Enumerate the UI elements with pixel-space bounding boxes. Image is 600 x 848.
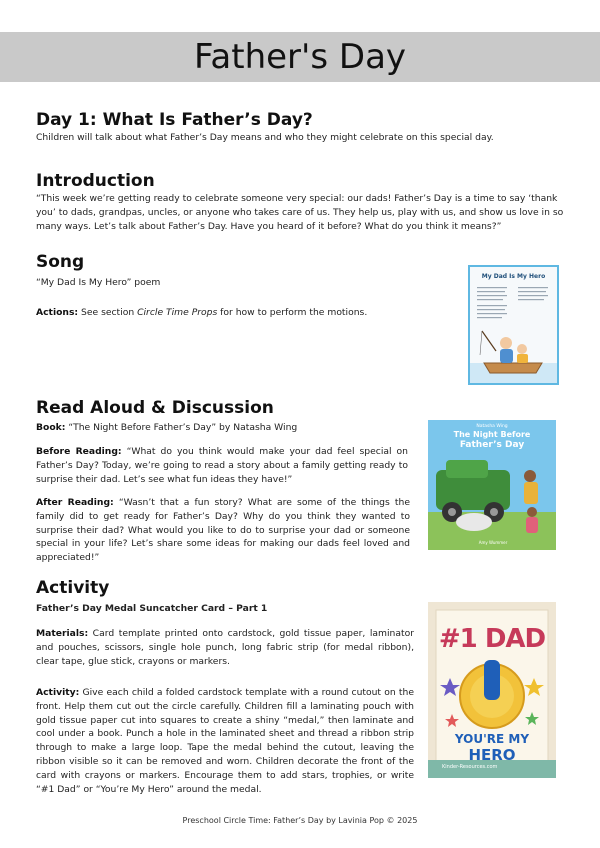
before-reading <box>36 445 408 486</box>
song-heading: Song <box>36 252 85 272</box>
song-poem-title: “My Dad Is My Hero” poem <box>36 277 161 288</box>
cover-illustrator: Amy Wummer <box>478 540 508 545</box>
book-label: Book: <box>36 422 66 433</box>
activity-text: Give each child a folded cardstock template with a round cutout on the front. Help them cut out the circle carefully. Children fill a laminating pouch with gold tissue paper cut into squares to create a shiny “medal,” then laminate and cool under a book. Punch a hole in the laminated sheet and thread a ribbon strip through to make a large loop. Tape the medal behind the cutout, leaving the ribbon visible so it can be removed and worn. Children decorate the front of the card with crayons or markers. Encourage them to add stars, trophies, or write “#1 Dad” or “You’re My Hero” around the medal. <box>36 687 414 795</box>
activity-label: Activity: <box>36 687 80 698</box>
card-youre-my: YOU'RE MY <box>454 732 530 746</box>
cover-title-line2: Father’s Day <box>459 440 525 450</box>
book-cover-image <box>428 420 556 550</box>
day-description: Children will talk about what Father’s Day means and who they might celebrate on this special day. <box>36 132 494 143</box>
poem-image <box>468 265 559 385</box>
after-reading-label: After Reading: <box>36 497 114 508</box>
book-line <box>36 421 416 435</box>
card-number-one-dad: #1 DAD <box>438 624 546 654</box>
activity-heading: Activity <box>36 578 110 598</box>
poem-illustration <box>470 267 557 383</box>
actions-text-end: for how to perform the motions. <box>217 307 368 318</box>
cover-author: Natasha Wing <box>476 424 508 429</box>
after-reading-text: “Wasn’t that a fun story? What are some of the things the family did to get ready for Father’s Day? Why do you think they wanted to surprise their dad? What would you like to do to surprise your dad or someone special in your life? Let’s share some ideas for making our dads feel loved and appreciated!” <box>36 497 410 564</box>
materials-text: Card template printed onto cardstock, gold tissue paper, laminator and pouches, scissors, single hole punch, long fabric strip (for medal ribbon), clear tape, glue stick, crayons or markers. <box>36 628 414 667</box>
page-footer: Preschool Circle Time: Father’s Day by Lavinia Pop © 2025 <box>182 816 418 825</box>
after-reading <box>36 496 410 565</box>
read-aloud-heading: Read Aloud & Discussion <box>36 398 274 418</box>
cover-title-line1: The Night Before <box>453 430 531 439</box>
activity-instructions <box>36 686 414 796</box>
actions-text-start: See section <box>78 307 138 318</box>
day-heading: Day 1: What Is Father’s Day? <box>36 110 313 130</box>
page-title: Father's Day <box>193 37 407 77</box>
song-actions <box>36 306 436 320</box>
activity-subtitle: Father’s Day Medal Suncatcher Card – Part 1 <box>36 603 268 614</box>
introduction-heading: Introduction <box>36 171 155 191</box>
card-hero: HERO <box>468 746 516 764</box>
book-text: “The Night Before Father’s Day” by Natasha Wing <box>65 422 298 433</box>
introduction-text: “This week we’re getting ready to celebrate someone very special: our dads! Father’s Day is a time to say ‘thank you’ to dads, grandpas, uncles, or anyone who takes care of us. They help us, play with us, and show us love in so many ways. Let’s talk about Father’s Day. Have you heard of it before? What do you think it means?” <box>36 193 564 232</box>
medal-card-image <box>428 602 556 778</box>
materials-label: Materials: <box>36 628 89 639</box>
poem-image-title: My Dad Is My Hero <box>481 273 546 280</box>
actions-label: Actions: <box>36 307 79 318</box>
before-reading-text: “What do you think would make your dad feel special on Father’s Day? Today, we’re going to read a story about a family getting ready to surprise their dad. Let’s see what fun ideas they have!” <box>36 446 409 485</box>
card-brand: Kinder-Resources.com <box>442 764 498 770</box>
before-reading-label: Before Reading: <box>36 446 122 457</box>
materials <box>36 627 414 668</box>
actions-link-text: Circle Time Props <box>137 307 218 318</box>
